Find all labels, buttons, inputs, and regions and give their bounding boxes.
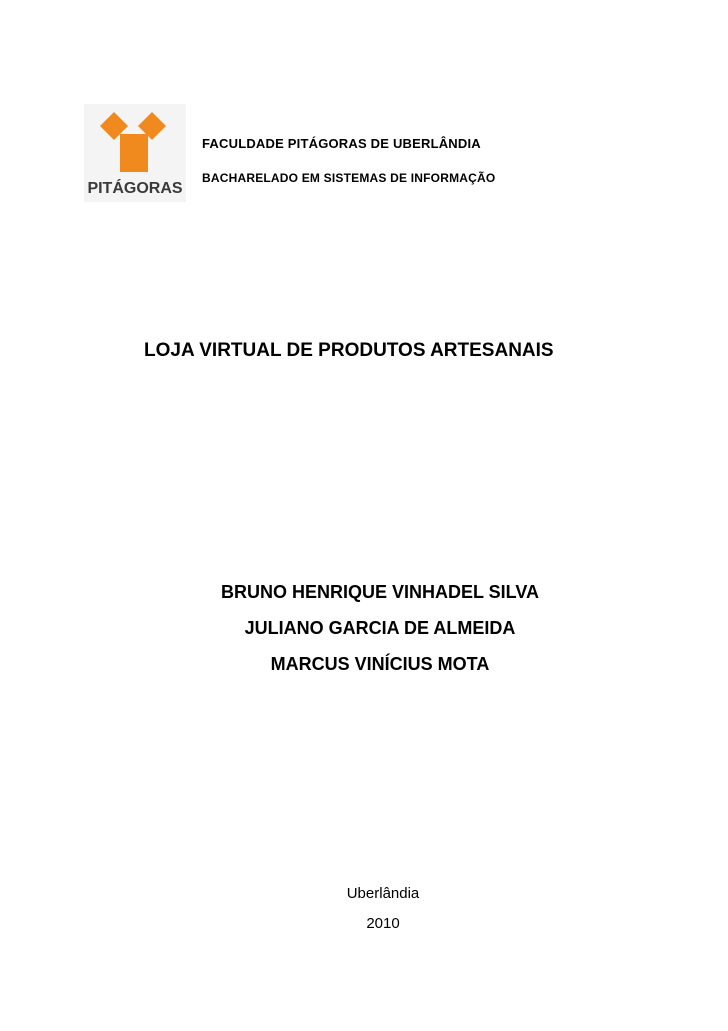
author-name: JULIANO GARCIA DE ALMEIDA: [244, 618, 516, 638]
course-name: BACHARELADO EM SISTEMAS DE INFORMAÇÃO: [202, 171, 496, 185]
institution-name: FACULDADE PITÁGORAS DE UBERLÂNDIA: [202, 136, 481, 151]
author-name: MARCUS VINÍCIUS MOTA: [270, 654, 490, 674]
logo-text: PITÁGORAS: [87, 180, 183, 197]
year: 2010: [366, 915, 400, 932]
city: Uberlândia: [346, 885, 420, 902]
pitagoras-logo-icon: [84, 104, 186, 202]
author-list: [0, 574, 728, 682]
author-name: BRUNO HENRIQUE VINHADEL SILVA: [220, 582, 540, 602]
document-title: LOJA VIRTUAL DE PRODUTOS ARTESANAIS: [144, 340, 554, 361]
footer: [0, 879, 728, 939]
